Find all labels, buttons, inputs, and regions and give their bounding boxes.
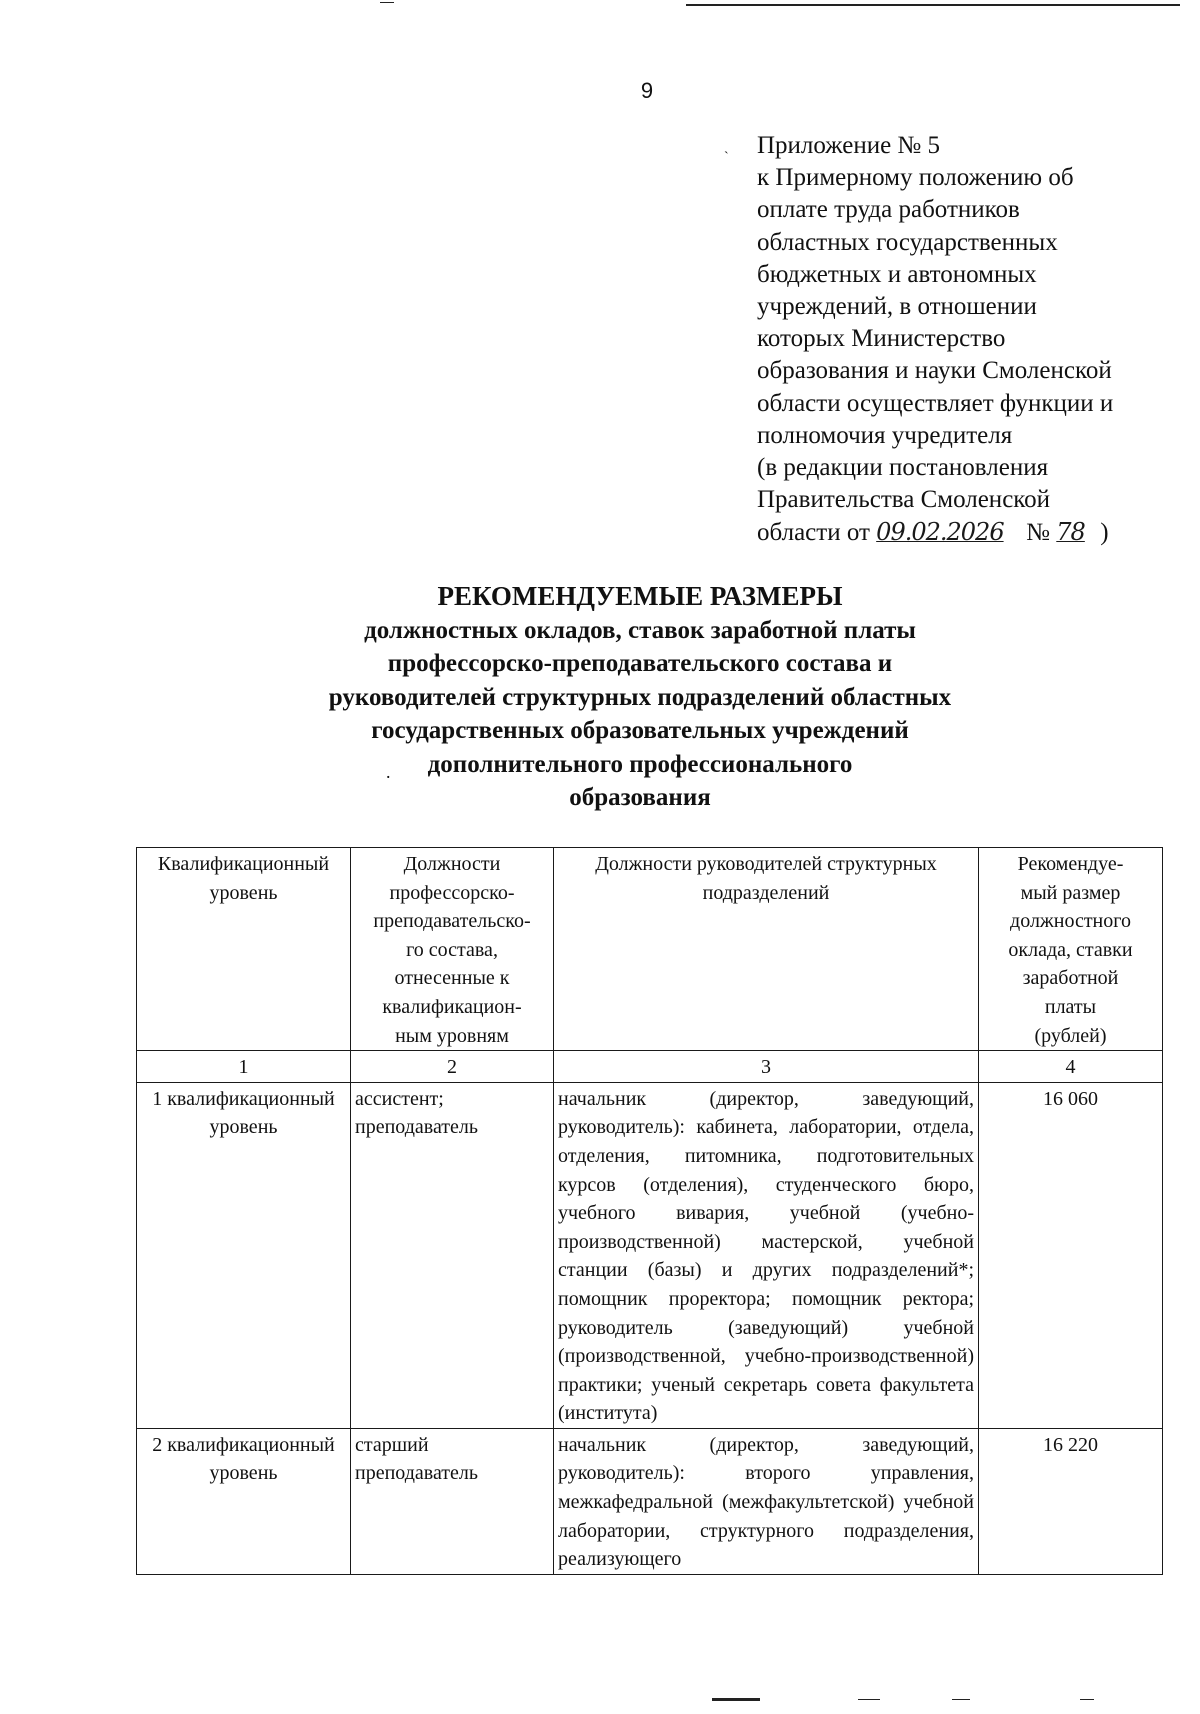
document-heading	[240, 580, 1040, 815]
appendix-note	[724, 130, 1177, 550]
scan-artifact-top-left	[380, 2, 394, 3]
appendix-line: учреждений, в отношении	[757, 293, 1037, 321]
table-row	[137, 1082, 1163, 1428]
salary-cell: 16 060	[979, 1082, 1163, 1428]
manager-positions-cell: начальник (директор, заведующий, руководитель): второго управления, межкафедральной (межфакультетской) учебной лаборатории, структурного подразделения, реализующего	[554, 1428, 979, 1574]
appendix-line: Приложение № 5	[757, 132, 941, 159]
heading-line: руководителей структурных подразделений областных	[328, 683, 952, 711]
manager-positions-cell: начальник (директор, заведующий, руководитель): кабинета, лаборатории, отдела, отделения, питомника, подготовительных курсов (отделения), студенческого бюро, учебного вивария, учебной (учебно-производственной) мастерской, учебной станции (базы) и других подразделений*; помощник проректора; помощник ректора; руководитель (заведующий) учебной (производственной, учебно-производственной) практики; ученый секретарь совета факультета (института)	[554, 1082, 979, 1428]
scan-artifact-bottom-segment	[858, 1699, 880, 1700]
appendix-line: к Примерному положению об	[757, 164, 1074, 192]
teaching-positions-cell: старший преподаватель	[351, 1428, 554, 1574]
appendix-signature-line	[757, 516, 1177, 549]
handwritten-date: 09.02.2026	[876, 518, 1004, 547]
column-number: 2	[351, 1051, 554, 1083]
appendix-line: образования и науки Смоленской	[757, 357, 1112, 385]
appendix-line: областных государственных	[757, 228, 1058, 256]
salary-table	[136, 847, 1163, 1575]
handwritten-number: 78	[1056, 518, 1085, 547]
scan-artifact-bottom	[0, 1696, 1200, 1706]
appendix-line: бюджетных и автономных	[757, 260, 1037, 288]
teaching-positions-cell: ассистент; преподаватель	[351, 1082, 554, 1428]
qualification-level-cell: 1 квалификационный уровень	[137, 1082, 351, 1428]
column-number: 1	[137, 1051, 351, 1083]
appendix-line: оплате труда работников	[757, 196, 1020, 224]
heading-title: РЕКОМЕНДУЕМЫЕ РАЗМЕРЫ	[437, 581, 843, 611]
column-number-row	[137, 1051, 1163, 1083]
scan-artifact-top	[686, 4, 1180, 6]
heading-line: образования	[569, 784, 711, 811]
heading-line: дополнительного профессионального	[427, 750, 853, 778]
header-teaching-positions: Должности профессорско- преподавательско- го состава, отнесенные к квалификацион- ным уровням	[351, 848, 554, 1051]
header-recommended-salary: Рекомендуе- мый размер должностного оклада, ставки заработной платы (рублей)	[979, 848, 1163, 1051]
appendix-line: (в редакции постановления	[757, 454, 1049, 482]
heading-line: государственных образовательных учреждений	[371, 717, 909, 744]
appendix-line: полномочия учредителя	[757, 421, 1013, 449]
appendix-line: которых Министерство	[757, 325, 1006, 353]
header-qualification-level: Квалификационный уровень	[137, 848, 351, 1051]
qualification-level-cell: 2 квалификационный уровень	[137, 1428, 351, 1574]
scan-mark: `	[724, 150, 729, 165]
column-number: 4	[979, 1051, 1163, 1083]
salary-cell: 16 220	[979, 1428, 1163, 1574]
scan-mark: .	[386, 762, 391, 782]
scan-artifact-bottom-segment	[712, 1698, 760, 1701]
appendix-line: области осуществляет функции и	[757, 389, 1114, 417]
number-sign: №	[1026, 519, 1051, 547]
page-number: 9	[640, 78, 654, 103]
header-manager-positions: Должности руководителей структурных подразделений	[554, 848, 979, 1051]
scan-artifact-bottom-segment	[952, 1699, 970, 1700]
scan-artifact-bottom-segment	[1080, 1699, 1094, 1700]
heading-line: профессорско-преподавательского состава и	[387, 650, 893, 677]
heading-line: должностных окладов, ставок заработной платы	[364, 616, 916, 644]
appendix-line: Правительства Смоленской	[757, 486, 1051, 514]
table-row	[137, 1428, 1163, 1574]
column-number: 3	[554, 1051, 979, 1083]
appendix-date-prefix: области от	[757, 519, 870, 547]
closing-bracket: )	[1100, 519, 1109, 547]
table-header-row	[137, 848, 1163, 1051]
